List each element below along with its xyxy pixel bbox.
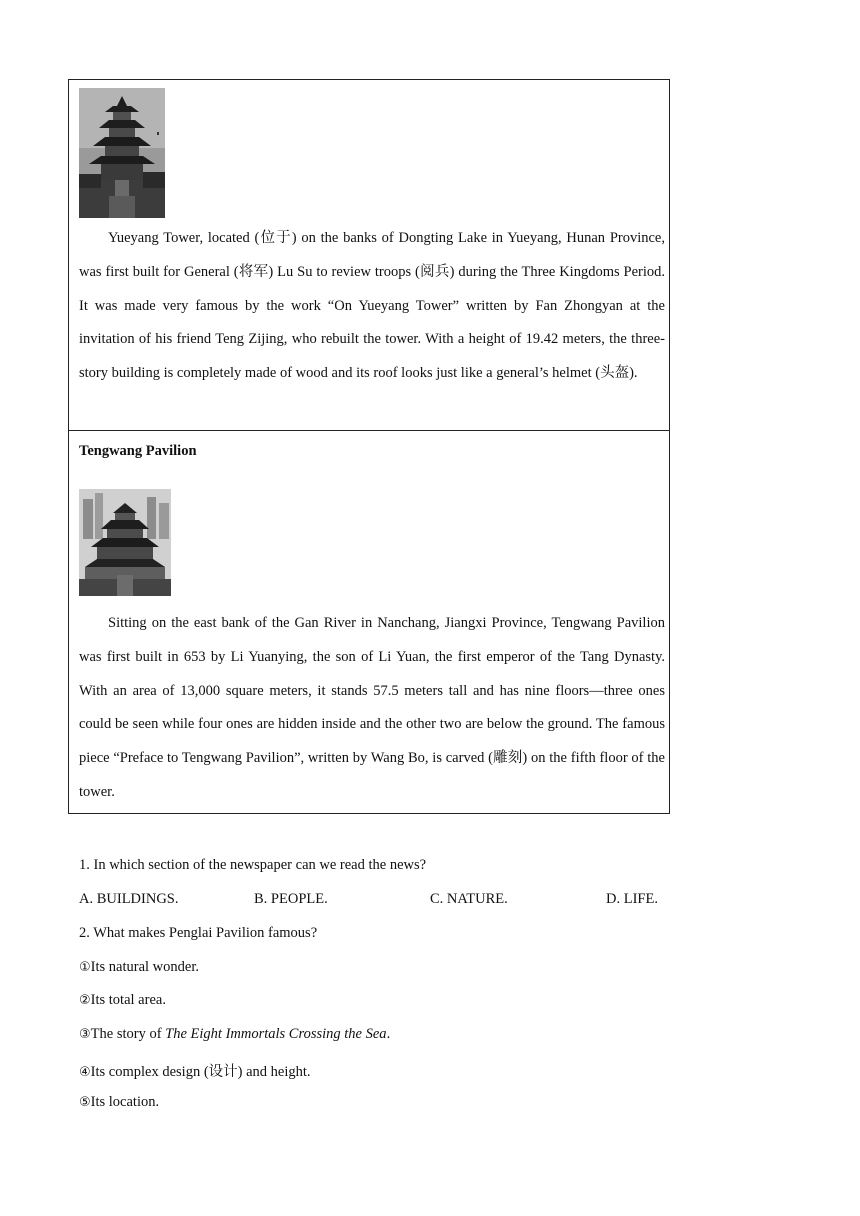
yueyang-tower-section [68,79,670,431]
q2-item-4-text: Its complex design (设计) and height. [90,1064,311,1080]
tengwang-heading: Tengwang Pavilion [79,443,197,459]
q1-option-b: B. PEOPLE. [254,891,328,907]
q2-item-2 [79,992,166,1009]
q2-item-3-post: . [386,1026,391,1042]
tengwang-pavilion-photo [79,489,171,596]
q1-option-c: C. NATURE. [430,891,508,907]
q2-item-1 [79,959,199,976]
q2-item-5-text: Its location. [90,1094,160,1110]
q2-item-3 [79,1026,390,1043]
question-2: 2. What makes Penglai Pavilion famous? [79,925,318,941]
q2-item-3-pre: The story of [90,1026,166,1042]
q2-item-4 [79,1060,311,1081]
q2-item-2-mark: ② [79,993,91,1008]
tengwang-pavilion-section [68,430,670,814]
q2-item-1-mark: ① [79,960,91,975]
q2-item-5 [79,1094,159,1111]
q2-item-3-mark: ③ [79,1027,91,1042]
q2-item-2-text: Its total area. [90,992,166,1008]
q1-option-a: A. BUILDINGS. [79,891,179,907]
yueyang-tower-photo [79,88,165,218]
tengwang-pavilion-paragraph: Sitting on the east bank of the Gan River in Nanchang, Jiangxi Province, Tengwang Pavilion was first built in 653 by Li Yuanying, the son of Li Yuan, the first emperor of the Tang Dynasty. With an area of 13,000 square meters, it stands 57.5 meters tall and has nine floors—three ones could be seen while four ones are hidden inside and the other two are below the ground. The famous piece “Preface to Tengwang Pavilion”, written by Wang Bo, is carved (雕刻) on the fifth floor of the tower. [79,615,665,800]
question-1: 1. In which section of the newspaper can we read the news? [79,857,427,873]
q2-item-4-mark: ④ [79,1065,91,1080]
q2-item-5-mark: ⑤ [79,1095,91,1110]
q2-item-1-text: Its natural wonder. [90,959,199,975]
yueyang-tower-paragraph: Yueyang Tower, located (位于) on the banks of Dongting Lake in Yueyang, Hunan Province, was first built for General (将军) Lu Su to review troops (阅兵) during the Three Kingdoms Period. It was made very famous by the work “On Yueyang Tower” written by Fan Zhongyan at the invitation of his friend Teng Zijing, who rebuilt the tower. With a height of 19.42 meters, the three-story building is completely made of wood and its roof looks just like a general’s helmet (头盔). [79,230,665,382]
q1-option-d: D. LIFE. [606,891,658,907]
q2-item-3-title: The Eight Immortals Crossing the Sea [165,1026,387,1042]
